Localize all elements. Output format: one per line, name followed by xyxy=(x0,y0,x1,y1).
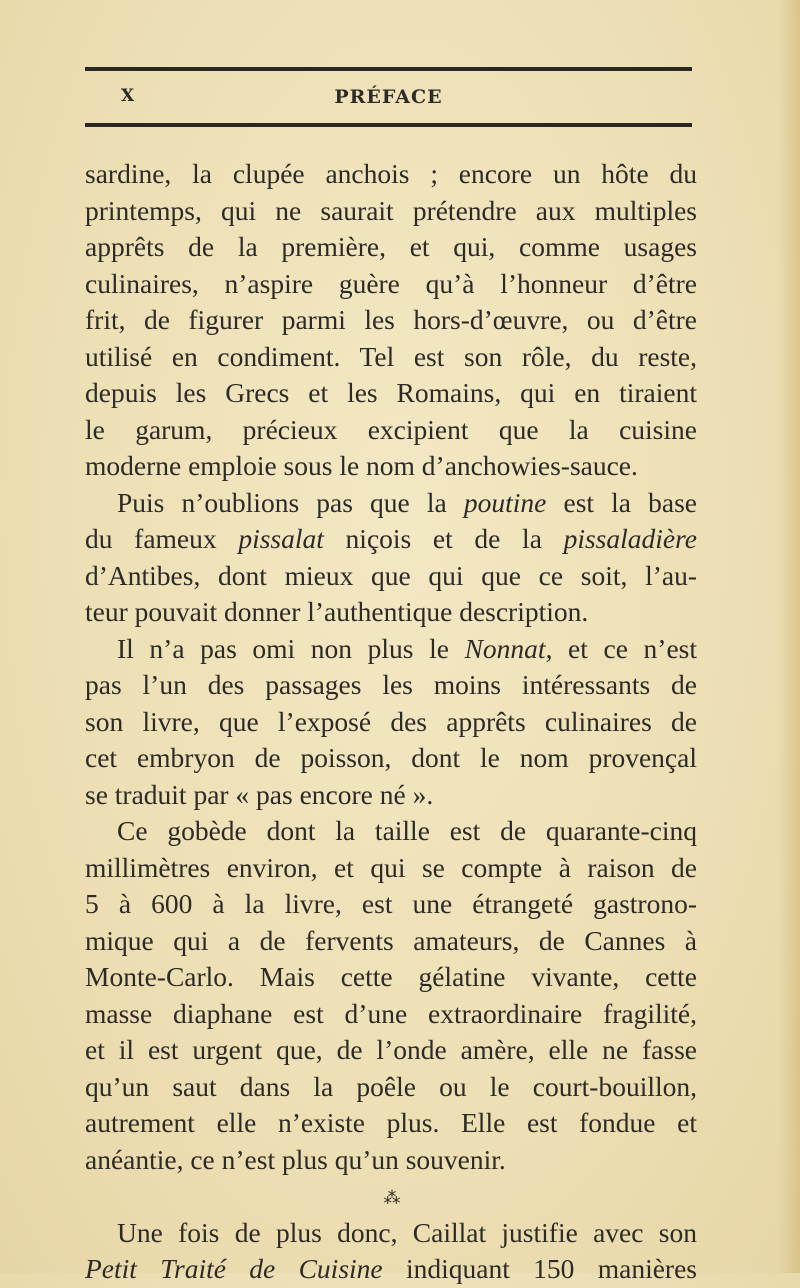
text-line: Une fois de plus donc, Caillat justifie avec son xyxy=(117,1216,697,1248)
text-segment: niçois et de la xyxy=(323,523,564,554)
text-segment: Puis n’oublions pas que la xyxy=(117,486,464,518)
text-line: apprêts de la première, et qui, comme usages xyxy=(85,231,697,262)
text-segment: indiquant 150 manières xyxy=(382,1253,697,1284)
text-segment: du fameux xyxy=(85,523,239,554)
italic-term: Petit Traité de Cuisine xyxy=(85,1253,383,1284)
text-line: et il est urgent que, de l’onde amère, elle ne fasse xyxy=(85,1034,697,1065)
text-line xyxy=(85,1251,697,1288)
page-header xyxy=(85,82,692,116)
italic-term: poutine xyxy=(463,486,547,518)
text-line: pas l’un des passages les moins intéressants de xyxy=(85,669,697,700)
text-line: son livre, que l’exposé des apprêts culinaires de xyxy=(85,705,697,737)
text-line: masse diaphane est d’une extraordinaire fragilité, xyxy=(85,997,697,1029)
asterism-separator: ⁂ xyxy=(383,1188,399,1207)
text-segment: , et ce n’est xyxy=(545,632,697,664)
text-line xyxy=(85,521,697,558)
page-number: X xyxy=(121,86,136,106)
text-line: mique qui a de fervents amateurs, de Cannes à xyxy=(85,924,697,956)
page-edge-shadow xyxy=(778,0,800,1273)
text-line: moderne emploie sous le nom d’anchowies-sauce. xyxy=(85,450,638,481)
text-line: Ce gobède dont la taille est de quarante-cinq xyxy=(117,815,697,846)
text-line: d’Antibes, dont mieux que qui que ce soit, l’au- xyxy=(85,559,697,591)
text-line: millimètres environ, et qui se compte à raison de xyxy=(85,851,697,883)
text-line: le garum, précieux excipient que la cuisine xyxy=(85,413,697,445)
text-line: depuis les Grecs et les Romains, qui en tiraient xyxy=(85,377,697,408)
text-line: anéantie, ce n’est plus qu’un souvenir. xyxy=(85,1143,506,1175)
text-segment: est la base xyxy=(546,486,697,518)
text-line: printemps, qui ne saurait prétendre aux multiples xyxy=(85,194,697,226)
text-line xyxy=(85,485,697,522)
header-rule-top xyxy=(85,67,692,71)
text-line: se traduit par « pas encore né ». xyxy=(85,778,434,810)
text-line: culinaires, n’aspire guère qu’à l’honneur d’être xyxy=(85,267,697,299)
text-line: Monte-Carlo. Mais cette gélatine vivante, cette xyxy=(85,961,697,992)
text-segment: Il n’a pas omi non plus le xyxy=(117,632,465,664)
header-rule-bottom xyxy=(85,123,692,127)
italic-term: pissaladière xyxy=(563,523,697,554)
italic-term: Nonnat xyxy=(464,632,546,664)
text-line: utilisé en condiment. Tel est son rôle, du reste, xyxy=(85,340,697,372)
text-line: 5 à 600 à la livre, est une étrangeté gastrono- xyxy=(85,888,697,919)
text-line: autrement elle n’existe plus. Elle est fondue et xyxy=(85,1107,697,1138)
text-line: sardine, la clupée anchois ; encore un hôte du xyxy=(85,158,697,189)
text-line xyxy=(85,631,697,668)
text-line: qu’un saut dans la poêle ou le court-bouillon, xyxy=(85,1070,697,1102)
running-head: PRÉFACE xyxy=(334,86,443,108)
text-line: frit, de figurer parmi les hors-d’œuvre, ou d’être xyxy=(85,304,697,335)
body-text xyxy=(85,156,697,1288)
italic-term: pissalat xyxy=(238,523,324,554)
text-line: teur pouvait donner l’authentique description. xyxy=(85,596,589,627)
text-line: cet embryon de poisson, dont le nom provençal xyxy=(85,742,697,773)
